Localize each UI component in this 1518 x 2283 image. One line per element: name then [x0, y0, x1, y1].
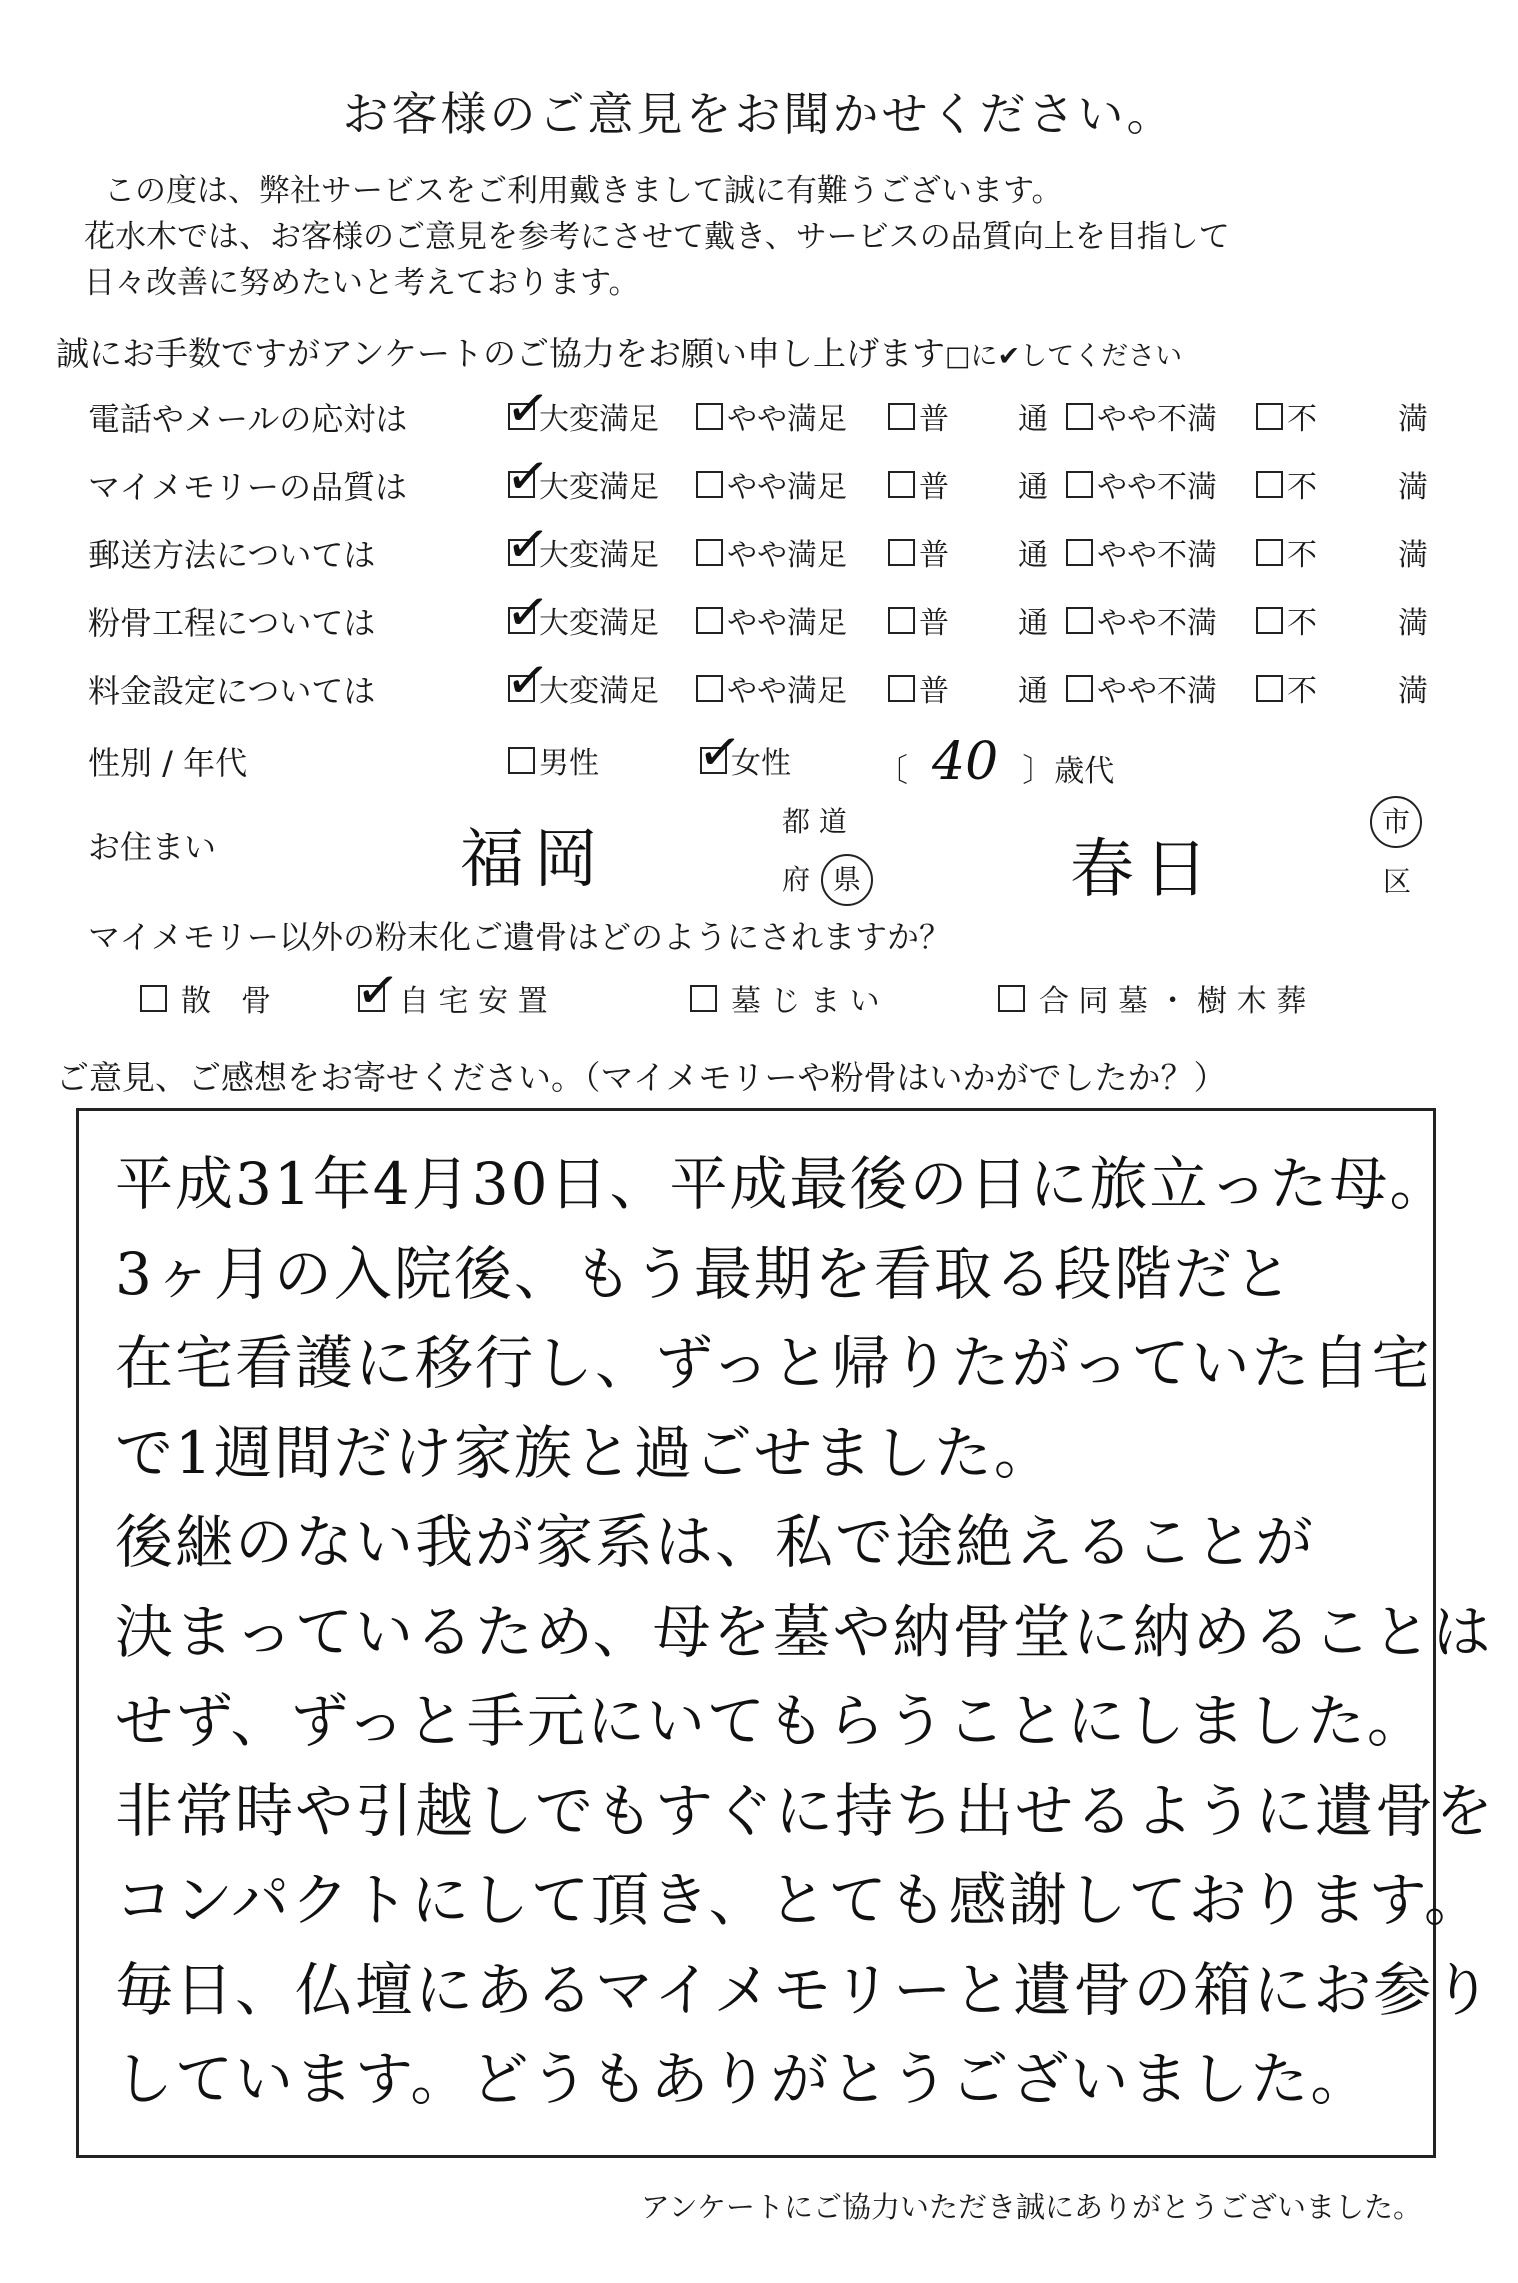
rating-option	[1018, 530, 1048, 574]
rating-option	[1018, 666, 1048, 710]
checkbox[interactable]	[1066, 471, 1093, 498]
age-suffix: 歳代	[1054, 754, 1115, 789]
rating-option[interactable]	[888, 530, 949, 574]
comment-line: で1週間だけ家族と過ごせました。	[115, 1418, 1054, 1487]
rating-option-label: 通	[1018, 606, 1048, 641]
rating-option	[1018, 598, 1048, 642]
rating-option[interactable]	[502, 648, 659, 713]
rating-option[interactable]	[1066, 462, 1217, 506]
check-mark-icon: ✓	[694, 720, 745, 785]
rating-option[interactable]	[1256, 394, 1317, 438]
checkbox[interactable]	[1256, 471, 1283, 498]
rating-option-label: 不	[1287, 470, 1317, 505]
rating-option	[1018, 394, 1048, 438]
rating-option	[1398, 462, 1428, 506]
rating-option[interactable]	[1066, 530, 1217, 574]
intro-line: 日々改善に努めたいと考えております。	[84, 265, 640, 301]
age-value: 40	[932, 732, 999, 792]
checkbox[interactable]	[888, 403, 915, 430]
comment-line: 非常時や引越しでもすぐに持ち出せるように遺骨を	[115, 1776, 1496, 1845]
rating-row	[88, 376, 1448, 444]
checkbox[interactable]	[888, 471, 915, 498]
rating-option[interactable]	[502, 512, 659, 577]
rating-option[interactable]	[502, 444, 659, 509]
gender-option-male[interactable]: 男性	[508, 738, 599, 782]
checkbox[interactable]	[502, 444, 553, 509]
checkbox[interactable]	[1256, 675, 1283, 702]
rating-option[interactable]	[888, 462, 949, 506]
request-hint: □に✔してください	[945, 341, 1183, 372]
rating-option-label: 満	[1398, 674, 1428, 709]
ward-type-option: 区	[1383, 865, 1412, 898]
rating-option-label: 普	[919, 402, 949, 437]
question-label: 電話やメールの応対は	[88, 400, 408, 438]
rating-option[interactable]	[1256, 598, 1317, 642]
city-selected: 市	[1370, 796, 1422, 848]
check-mark-icon: ✓	[502, 512, 553, 577]
rating-option	[1398, 666, 1428, 710]
rating-option-label: やや満足	[727, 674, 847, 709]
comment-line: 3ヶ月の入院後、もう最期を看取る段階だと	[115, 1239, 1294, 1308]
intro-line: 花水木では、お客様のご意見を参考にさせて戴き、サービスの品質向上を目指して	[84, 219, 1230, 255]
prefecture-selected: 県	[821, 854, 873, 906]
remains-options	[140, 958, 1440, 1026]
checkbox[interactable]	[696, 607, 723, 634]
comment-line: 決まっているため、母を墓や納骨堂に納めることは	[115, 1597, 1493, 1666]
checkbox[interactable]	[696, 403, 723, 430]
rating-option-label: 普	[919, 538, 949, 573]
rating-option-label: 不	[1287, 674, 1317, 709]
rating-option[interactable]	[696, 462, 847, 506]
comment-line: コンパクトにして頂き、とても感謝しております。	[115, 1866, 1484, 1934]
rating-option[interactable]	[888, 666, 949, 710]
checkbox[interactable]	[690, 985, 717, 1012]
intro-line: この度は、弊社サービスをご利用戴きまして誠に有難うございます。	[104, 173, 1063, 209]
rating-option	[1398, 394, 1428, 438]
rating-option[interactable]	[696, 666, 847, 710]
check-mark-icon: ✓	[502, 648, 553, 713]
rating-option[interactable]	[1066, 666, 1217, 710]
rating-option-label: 満	[1398, 470, 1428, 505]
checkbox[interactable]	[998, 985, 1025, 1012]
comment-line: 平成31年4月30日、平成最後の日に旅立った母。	[115, 1150, 1450, 1218]
rating-option[interactable]	[696, 530, 847, 574]
checkbox[interactable]	[696, 539, 723, 566]
rating-option-label: やや不満	[1097, 674, 1217, 709]
checkbox[interactable]	[502, 376, 553, 441]
check-mark-icon: ✓	[502, 376, 553, 441]
footer-thanks: アンケートにご協力いただき誠にありがとうございました。	[640, 2190, 1422, 2224]
rating-option-label: 普	[919, 674, 949, 709]
comment-text	[115, 1140, 1496, 2125]
rating-option-label: 不	[1287, 606, 1317, 641]
page-title: お客様のご意見をお聞かせください。	[342, 87, 1176, 141]
rating-option-label: やや不満	[1097, 606, 1217, 641]
check-mark-icon: ✓	[502, 580, 553, 645]
checkbox[interactable]	[502, 512, 553, 577]
checkbox[interactable]	[1066, 607, 1093, 634]
city-type-option	[1370, 796, 1422, 848]
remains-option[interactable]: ✓ 自 宅 安 置	[352, 958, 548, 1023]
rating-option-label: やや満足	[727, 470, 847, 505]
check-mark-icon: ✓	[352, 958, 403, 1023]
checkbox[interactable]	[1256, 539, 1283, 566]
rating-option-label: 満	[1398, 538, 1428, 573]
remains-option[interactable]: 散 骨	[140, 976, 271, 1020]
check-mark-icon: ✓	[502, 444, 553, 509]
gender-option-female[interactable]: ✓ 女性	[694, 720, 791, 785]
rating-option-label: 不	[1287, 402, 1317, 437]
checkbox[interactable]	[502, 648, 553, 713]
rating-option[interactable]	[1256, 530, 1317, 574]
comment-line: しています。どうもありがとうございました。	[115, 2045, 1371, 2113]
question-label: 粉骨工程については	[88, 604, 376, 642]
checkbox[interactable]	[352, 958, 403, 1023]
city-value: 春日	[1070, 833, 1218, 907]
checkbox[interactable]	[888, 539, 915, 566]
checkbox[interactable]	[696, 675, 723, 702]
rating-option[interactable]	[888, 598, 949, 642]
rating-option[interactable]	[1066, 394, 1217, 438]
rating-option-label: 通	[1018, 402, 1048, 437]
checkbox[interactable]	[502, 580, 553, 645]
intro-text	[84, 168, 1230, 306]
remains-option[interactable]: 合 同 墓 ・ 樹 木 葬	[998, 976, 1306, 1020]
rating-option[interactable]	[888, 394, 949, 438]
question-label: 郵送方法については	[88, 536, 376, 574]
checkbox[interactable]	[1256, 403, 1283, 430]
rating-option[interactable]	[502, 376, 659, 441]
rating-option-label: やや満足	[727, 606, 847, 641]
prefecture-value: 福岡	[460, 823, 608, 897]
checkbox[interactable]	[1066, 675, 1093, 702]
age-field[interactable]: 〔 40 〕 歳代	[876, 732, 1115, 792]
remains-question: マイメモリー以外の粉末化ご遺骨はどのようにされますか？	[88, 918, 952, 956]
rating-option	[1398, 598, 1428, 642]
rating-option-label: やや満足	[727, 538, 847, 573]
comment-line: 毎日、仏壇にあるマイメモリーと遺骨の箱にお参り	[115, 1955, 1494, 2024]
request-text: 誠にお手数ですがアンケートのご協力をお願い申し上げます	[56, 334, 946, 373]
rating-option[interactable]	[1256, 462, 1317, 506]
checkbox[interactable]	[140, 985, 167, 1012]
checkbox[interactable]	[1256, 607, 1283, 634]
address-label: お住まい	[88, 828, 217, 866]
gender-age-row	[88, 720, 1448, 792]
rating-option-label: 大変満足	[539, 606, 659, 641]
question-label: 料金設定については	[88, 672, 376, 710]
checkbox[interactable]	[1066, 403, 1093, 430]
rating-option[interactable]	[502, 580, 659, 645]
rating-option-label: 大変満足	[539, 470, 659, 505]
comment-line: せず、ずっと手元にいてもらうことにしました。	[115, 1687, 1427, 1755]
checkbox[interactable]	[508, 747, 535, 774]
rating-option-label: 通	[1018, 674, 1048, 709]
rating-option[interactable]	[696, 598, 847, 642]
rating-option[interactable]	[696, 394, 847, 438]
prefecture-type-bottom: 府 県	[782, 854, 873, 906]
rating-option-label: 大変満足	[539, 402, 659, 437]
rating-option[interactable]	[1256, 666, 1317, 710]
rating-option	[1018, 462, 1048, 506]
rating-row	[88, 580, 1448, 648]
comment-line: 後継のない我が家系は、私で途絶えることが	[115, 1508, 1316, 1576]
comment-prompt: ご意見、ご感想をお寄せください。（マイメモリーや粉骨はいかがでしたか？）	[56, 1058, 1227, 1097]
rating-row	[88, 512, 1448, 580]
rating-row	[88, 444, 1448, 512]
rating-option-label: 大変満足	[539, 674, 659, 709]
rating-option-label: 普	[919, 470, 949, 505]
remains-option[interactable]: 墓 じ ま い	[690, 976, 880, 1020]
rating-option-label: 満	[1398, 402, 1428, 437]
rating-option-label: 不	[1287, 538, 1317, 573]
rating-option-label: 通	[1018, 470, 1048, 505]
checkbox[interactable]	[1066, 539, 1093, 566]
gender-age-label: 性別 / 年代	[88, 744, 248, 782]
question-label: マイメモリーの品質は	[88, 468, 408, 506]
rating-option[interactable]	[1066, 598, 1217, 642]
rating-option-label: やや不満	[1097, 470, 1217, 505]
rating-option-label: やや不満	[1097, 402, 1217, 437]
rating-option-label: やや満足	[727, 402, 847, 437]
rating-option	[1398, 530, 1428, 574]
rating-option-label: やや不満	[1097, 538, 1217, 573]
checkbox[interactable]	[696, 471, 723, 498]
rating-option-label: 普	[919, 606, 949, 641]
checkbox[interactable]	[888, 607, 915, 634]
rating-option-label: 満	[1398, 606, 1428, 641]
prefecture-type-top: 都 道	[782, 805, 847, 838]
rating-option-label: 大変満足	[539, 538, 659, 573]
comment-line: 在宅看護に移行し、ずっと帰りたがっていた自宅	[115, 1329, 1432, 1397]
rating-row	[88, 648, 1448, 716]
checkbox[interactable]	[888, 675, 915, 702]
rating-option-label: 通	[1018, 538, 1048, 573]
survey-request	[56, 328, 1182, 375]
